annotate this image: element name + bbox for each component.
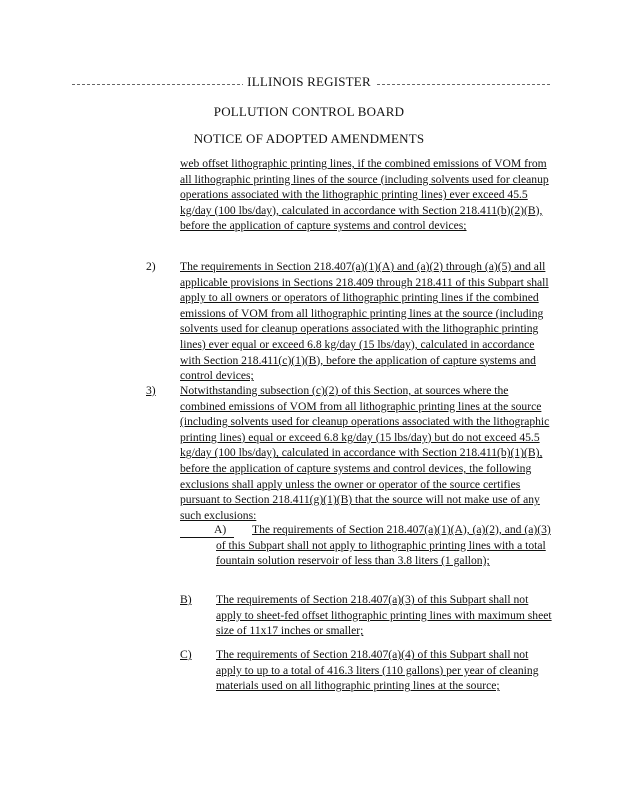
board-title: POLLUTION CONTROL BOARD [213,104,405,119]
subitem-a-text: The requirements of Section 218.407(a)(1)(A), (a)(2), and (a)(3) of this Subpart shall not apply to lithographic printing lines with a total fountain solution reservoir of less than 3.8 liters (1 gallon); [216,523,551,568]
subitem-c-label: C) [180,648,192,661]
item-3-number: 3) [146,384,156,397]
subitem-b-text: The requirements of Section 218.407(a)(3) of this Subpart shall not apply to sheet-fed offset lithographic printing lines with maximum sheet size of 11x17 inches or smaller; [216,593,552,638]
subitem-c-text: The requirements of Section 218.407(a)(4) of this Subpart shall not apply to up to a total of 416.3 liters (110 gallons) per year of cleaning materials used on all lithographic printing lines at the source; [216,648,539,693]
item-2-text: The requirements in Section 218.407(a)(1)(A) and (a)(2) through (a)(5) and all applicable provisions in Sections 218.409 through 218.411 of this Subpart shall apply to all owners or operators of lithographic printing lines if the combined emissions of VOM from all lithographic printing lines at the source (including solvents used for cleanup operations associated with the lithographic printing lines) ever equal or exceed 6.8 kg/day (15 lbs/day), calculated in accordance with Section 218.411(c)(1)(B), before the application of capture systems and control devices; [180,260,549,383]
item-2-number: 2) [146,260,156,273]
item-3-text: Notwithstanding subsection (c)(2) of this Section, at sources where the combined emissions of VOM from all lithographic printing lines at the source (including solvents used for cleanup operations associated with the lithographic printing lines) equal or exceed 6.8 kg/day (15 lbs/day) but do not exceed 45.5 kg/day (100 lbs/day), calculated in accordance with Section 218.411(b)(1)(B), before the application of capture systems and control devices, the following exclusions shall apply unless the owner or operator of the source certifies pursuant to Section 218.411(g)(1)(B) that the source will not make use of any such exclusions: [180,384,550,522]
subitem-b-label: B) [180,593,192,606]
subitem-a-label: A) [180,523,234,538]
notice-title: NOTICE OF ADOPTED AMENDMENTS [193,131,425,146]
paragraph-continued: web offset lithographic printing lines, if the combined emissions of VOM from all lithographic printing lines of the source (including solvents used for cleanup operations associated with the lithographic printing lines) ever exceed 45.5 kg/day (100 lbs/day), calculated in accordance with Section 218.411(b)(2)(B), before the application of capture systems and control devices; [180,157,549,233]
register-title: ILLINOIS REGISTER [0,74,618,90]
